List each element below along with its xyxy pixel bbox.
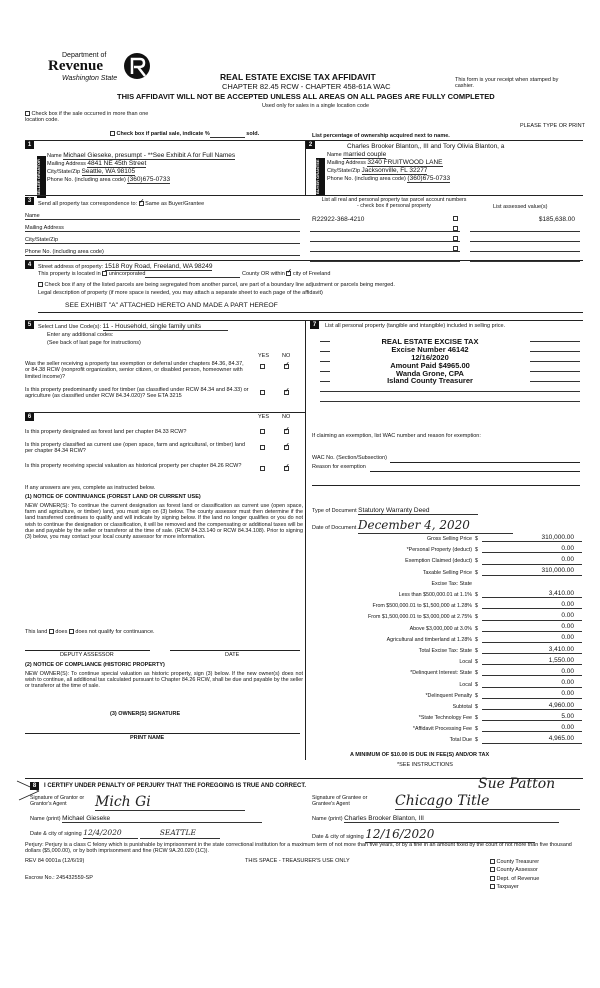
seller-phone-field[interactable]: (360)675-0733 — [127, 176, 171, 183]
calc-label: From $1,500,000.01 to $3,000,000 at 2.75% — [368, 614, 472, 621]
seller-phone-label: Phone No. (including area code) — [47, 177, 126, 183]
reason-label: Reason for exemption — [312, 464, 366, 470]
grantor-date-field[interactable]: 12/4/2020 — [83, 829, 138, 839]
parcel-personal-checkboxes[interactable] — [453, 216, 458, 256]
doc-date-label: Date of Document — [312, 525, 357, 531]
does-not-label: does not qualify for continuance. — [75, 629, 155, 635]
calc-row — [312, 654, 582, 665]
sec6-q1-no[interactable] — [284, 429, 289, 435]
copy-distribution — [490, 858, 539, 891]
ownership-note: List percentage of ownership acquired next to name. — [312, 133, 450, 139]
section-7-number: 7 — [310, 321, 319, 329]
claiming-label: If claiming an exemption, list WAC number and reason for exemption: — [312, 433, 481, 439]
calc-value[interactable]: 0.00 — [482, 612, 582, 620]
doc-type-label: Type of Document — [312, 508, 357, 514]
grantee-name-field[interactable]: Charles Brooker Blanton, III — [344, 815, 559, 823]
grantee-date-label: Date & city of signing — [312, 834, 364, 840]
section-5-number: 5 — [25, 321, 34, 329]
buyer-mail-row — [327, 159, 582, 167]
grantor-name-field[interactable]: Michael Gieseke — [62, 815, 262, 823]
calc-value[interactable]: 0.00 — [482, 724, 582, 732]
see-back-label: (See back of last page for instructions) — [47, 340, 141, 346]
street-field[interactable]: 1518 Roy Road, Freeland, WA 98249 — [104, 263, 213, 270]
grantee-date-field[interactable]: 12/16/2020 — [365, 828, 535, 843]
calc-label: Exemption Claimed (deduct) — [405, 558, 472, 565]
if-yes-note: If any answers are yes, complete as instructed below. — [25, 485, 156, 491]
seller-city-row — [47, 168, 302, 176]
calc-label: *Delinquent Penalty — [425, 692, 472, 699]
calc-row — [312, 542, 582, 553]
stamp-line-3: 12/16/2020 — [411, 352, 449, 362]
yes-header-5: YES — [258, 353, 270, 359]
buyer-phone-row — [327, 175, 582, 183]
correspondence-row — [38, 201, 204, 207]
see-instructions-note: *SEE INSTRUCTIONS — [397, 762, 453, 768]
buyer-name-row — [327, 151, 582, 159]
seller-block — [47, 152, 302, 184]
notice2-text: NEW OWNER(S): To continue special valuation as historic property, sign (3) below. If the new owner(s) does not wish to continue, all additional tax calculated pursuant to Chapter 84.26 RCW, shall be due and payable by the seller or transferor at the time of sale. — [25, 671, 303, 690]
calc-value[interactable]: 0.00 — [482, 556, 582, 564]
certify-statement: I CERTIFY UNDER PENALTY OF PERJURY THAT THE FOREGOING IS TRUE AND CORRECT. — [44, 783, 307, 789]
calc-row — [312, 699, 582, 710]
revenue-label: Revenue — [48, 58, 103, 74]
city-label: city of Freeland — [292, 271, 331, 277]
owner-signature-label: (3) OWNER(S) SIGNATURE — [110, 711, 181, 717]
calc-row — [312, 598, 582, 609]
calc-currency: $ — [475, 659, 478, 666]
county-label: County OR within — [241, 271, 285, 277]
single-location-note: Used only for sales in a single location code — [262, 103, 370, 109]
calc-row — [312, 565, 582, 576]
calc-currency: $ — [475, 692, 478, 699]
sec5-q2-no[interactable] — [284, 390, 289, 396]
calc-label: From $500,000.01 to $1,500,000 at 1.28% — [372, 603, 472, 610]
calc-label: Agricultural and timberland at 1.28% — [386, 636, 472, 643]
located-label: This property is located in — [38, 271, 101, 277]
section-4-number: 4 — [25, 261, 34, 269]
calc-row — [312, 721, 582, 732]
legal-label: Legal description of property (if more space is needed, you may attach a separate sheet to each page of the affidavit) — [38, 290, 323, 296]
calc-row — [312, 621, 582, 632]
assessed-value[interactable]: $185,638.00 — [538, 216, 575, 223]
partial-sale-checkbox[interactable] — [110, 131, 259, 138]
grantor-date-label: Date & city of signing — [30, 831, 82, 837]
calc-currency: $ — [475, 614, 478, 621]
calc-currency: $ — [475, 715, 478, 722]
seller-city-label: City/State/Zip — [47, 169, 81, 175]
grantee-agent-signature[interactable]: Sue Patton — [478, 776, 556, 792]
parcel-number[interactable]: R22922-368-4210 — [312, 216, 365, 223]
minimum-note: A MINIMUM OF $10.00 IS DUE IN FEE(S) AND/OR TAX — [350, 752, 490, 758]
calc-currency: $ — [475, 536, 478, 543]
seller-phone-row — [47, 176, 302, 184]
dor-logo — [40, 50, 150, 90]
buyer-name-label: Name — [327, 152, 342, 158]
no-header-6: NO — [282, 414, 291, 420]
calc-currency: $ — [475, 547, 478, 554]
seller-name-label: Name — [47, 153, 62, 159]
sec6-q3: Is this property receiving special valuation as historical property per chapter 84.26 RCW? — [25, 463, 242, 469]
section-8-number: 8 — [30, 782, 39, 790]
calc-currency: $ — [475, 726, 478, 733]
calc-value[interactable]: 0.00 — [482, 634, 582, 642]
calc-row — [312, 632, 582, 643]
escrow-number: Escrow No.: 245432559-SP — [25, 875, 93, 881]
calc-value[interactable]: 0.00 — [482, 601, 582, 609]
calc-value[interactable]: 0.00 — [482, 623, 582, 631]
land-use-label: Select Land Use Code(s): — [38, 324, 101, 330]
calc-value[interactable]: 5.00 — [482, 713, 582, 721]
buyer-city-row — [327, 167, 582, 175]
segregated-row — [38, 282, 395, 288]
grantee-signature-field[interactable]: Chicago Title — [395, 793, 580, 810]
sec5-q1-no[interactable] — [284, 364, 289, 370]
stamp-line-6: Island County Treasurer — [387, 376, 473, 386]
sec6-q1-yes[interactable] — [260, 429, 265, 435]
seller-side-label: SELLER GRANTOR — [37, 156, 46, 198]
grantor-city-field[interactable]: SEATTLE — [140, 829, 220, 839]
yes-header-6: YES — [258, 414, 270, 420]
correspondence-label: Send all property tax correspondence to: — [38, 201, 138, 207]
calc-currency: $ — [475, 636, 478, 643]
county-assessor-label: County Assessor — [496, 867, 538, 874]
buyer-city-label: City/State/Zip — [327, 168, 361, 174]
calc-row — [312, 643, 582, 654]
logo-swoosh-icon — [122, 50, 152, 82]
grantee-date-row — [312, 828, 535, 843]
state-label: Washington State — [62, 75, 118, 82]
calc-row — [312, 732, 582, 743]
dept-label: Department of — [62, 52, 107, 59]
treasurer-stamp — [330, 338, 530, 385]
seller-name-field[interactable]: Michael Gieseke, presumpt - **See Exhibit A for Full Names — [63, 152, 236, 159]
street-label: Street address of property: — [38, 264, 104, 270]
buyer-phone-label: Phone No. (including area code) — [327, 176, 406, 182]
calc-label: Local — [459, 659, 472, 666]
unincorporated-checkbox[interactable] — [102, 271, 107, 276]
calc-currency: $ — [475, 737, 478, 744]
street-row — [38, 263, 212, 270]
calc-row — [312, 710, 582, 721]
notice1-title: (1) NOTICE OF CONTINUANCE (FOREST LAND OR CURRENT USE) — [25, 494, 201, 500]
calc-value[interactable]: 3,410.00 — [482, 646, 582, 654]
form-title: REAL ESTATE EXCISE TAX AFFIDAVIT — [220, 72, 376, 82]
same-as-buyer-label: Same as Buyer/Grantee — [145, 201, 205, 207]
buyer-name-field[interactable]: married couple — [343, 151, 387, 158]
calc-label: Gross Selling Price — [426, 536, 472, 543]
buyer-side-label: BUYER GRANTEE — [316, 158, 325, 196]
calc-label: Taxable Selling Price — [422, 569, 472, 576]
calc-label: Local — [459, 681, 472, 688]
calc-label: Total Excise Tax: State — [418, 647, 472, 654]
calc-currency: $ — [475, 681, 478, 688]
doc-type-field[interactable]: Statutory Warranty Deed — [358, 507, 478, 515]
calc-row — [312, 665, 582, 676]
calc-value[interactable]: 0.00 — [482, 679, 582, 687]
county-treasurer-checkbox[interactable] — [490, 859, 495, 864]
calc-currency: $ — [475, 592, 478, 599]
calc-value[interactable]: 310,000.00 — [482, 534, 582, 542]
stamp-line-1: REAL ESTATE EXCISE TAX — [381, 337, 479, 346]
does-not-checkbox[interactable] — [69, 629, 74, 634]
calc-value[interactable]: 1,550.00 — [482, 657, 582, 665]
sec6-q1: Is this property designated as forest land per chapter 84.33 RCW? — [25, 429, 187, 435]
city-checkbox[interactable] — [286, 271, 291, 276]
land-label: This land — [25, 629, 48, 635]
parcel-header: List all real and personal property tax parcel account numbers - check box if personal property — [321, 197, 467, 210]
sec6-q2-yes[interactable] — [260, 445, 265, 451]
county-treasurer-label: County Treasurer — [496, 859, 540, 865]
county-assessor-checkbox[interactable] — [490, 867, 495, 872]
sec5-q1: Was the seller receiving a property tax exemption or deferral under chapters 84.36, 84.37, or 84.38 RCW (nonprofit organization, senior citizen, or disabled person, homeowner with limited income)? — [25, 361, 244, 380]
section-1-number: 1 — [25, 141, 34, 149]
seller-mail-field[interactable]: 4841 NE 45th Street — [87, 160, 147, 167]
calc-label: Excise Tax: State — [431, 580, 472, 587]
calc-currency: $ — [475, 647, 478, 654]
calc-value[interactable]: 4,965.00 — [482, 735, 582, 743]
corr-city-field[interactable]: City/State/Zip — [25, 237, 300, 244]
stamp-line-4: Amount Paid $4965.00 — [390, 360, 470, 370]
same-as-buyer-checkbox[interactable] — [139, 201, 144, 206]
form-chapter: CHAPTER 82.45 RCW - CHAPTER 458-61A WAC — [222, 82, 391, 91]
calc-row — [312, 676, 582, 687]
doc-date-field[interactable]: December 4, 2020 — [358, 519, 513, 534]
grantee-signature-label: Signature of Grantee or Grantee's Agent — [312, 795, 368, 808]
calc-label: Less than $500,000.01 at 1.1% — [398, 592, 472, 599]
sec6-q2-no[interactable] — [284, 445, 289, 451]
multi-location-checkbox[interactable] — [25, 111, 165, 124]
dept-revenue-checkbox[interactable] — [490, 876, 495, 881]
no-header-5: NO — [282, 353, 291, 359]
partial-sale-label: Check box if partial sale, indicate % — [116, 131, 210, 137]
seller-mail-label: Mailing Address — [47, 161, 86, 167]
grantor-signature-label: Signature of Grantor or Grantor's Agent — [30, 795, 85, 808]
buyer-phone-field[interactable]: (360)675-0733 — [407, 175, 451, 182]
segregated-label: Check box if any of the listed parcels are being segregated from another parcel, are part of a boundary line adjustment or parcels being merged. — [44, 282, 395, 288]
buyer-block — [327, 143, 582, 183]
print-name-label: PRINT NAME — [130, 735, 165, 741]
corr-mail-field[interactable]: Mailing Address — [25, 225, 300, 232]
calc-label: Subtotal — [452, 703, 472, 710]
calc-row — [312, 688, 582, 699]
seller-name-row — [47, 152, 302, 160]
calc-value[interactable]: 0.00 — [482, 668, 582, 676]
buyer-city-field[interactable]: Jacksonville, FL 32277 — [361, 167, 428, 174]
print-note: PLEASE TYPE OR PRINT — [520, 123, 586, 129]
legal-exhibit[interactable]: SEE EXHIBIT "A" ATTACHED HERETO AND MADE A PART HEREOF — [65, 302, 278, 309]
calc-value[interactable]: 310,000.00 — [482, 567, 582, 575]
grantor-name-label: Name (print) — [30, 816, 61, 822]
parcel-lines — [310, 222, 460, 262]
dept-revenue-label: Dept. of Revenue — [496, 875, 540, 882]
stamp-line-5: Wanda Grone, CPA — [396, 368, 464, 378]
calc-label: Total Due — [449, 737, 472, 744]
grantor-signature-field[interactable]: Mich Gi — [95, 794, 245, 811]
calc-label: *Delinquent Interest: State — [410, 670, 472, 677]
calc-row — [312, 553, 582, 564]
grantor-name-row — [30, 815, 262, 823]
does-label: does — [55, 629, 68, 635]
calc-row — [312, 609, 582, 620]
additional-codes-label: Enter any additional codes: — [47, 332, 114, 338]
assessed-lines — [470, 222, 580, 262]
does-checkbox[interactable] — [49, 629, 54, 634]
form-notice: THIS AFFIDAVIT WILL NOT BE ACCEPTED UNLESS ALL AREAS ON ALL PAGES ARE FULLY COMPLETED — [117, 92, 495, 101]
stamp-line-2: Excise Number 46142 — [391, 344, 469, 354]
calc-currency: $ — [475, 703, 478, 710]
land-use-select[interactable]: 11 - Household, single family units — [103, 323, 228, 331]
calc-value[interactable]: 3,410.00 — [482, 590, 582, 598]
deputy-assessor-label: DEPUTY ASSESSOR — [60, 652, 114, 658]
multi-location-label: Check box if the sale occurred in more than one location code. — [25, 111, 149, 124]
calc-value[interactable]: 0.00 — [482, 545, 582, 553]
form-revision: REV 84 0001a (12/6/19) — [25, 858, 85, 864]
taxpayer-label: Taxpayer — [496, 883, 519, 890]
grantee-name-row — [312, 815, 559, 823]
sec5-q2: Is this property predominantly used for timber (as classified under RCW 84.34 and 84.33) or agriculture (as classified under RCW 84.34.020)? See ETA 3215 — [25, 387, 249, 400]
section-3-number: 3 — [25, 197, 34, 205]
calc-label: *State Technology Fee — [418, 715, 472, 722]
seller-mail-row — [47, 160, 302, 168]
corr-phone-field[interactable]: Phone No. (including area code) — [25, 249, 300, 256]
calc-currency: $ — [475, 625, 478, 632]
sec5-q2-yes[interactable] — [260, 390, 265, 396]
sold-label: sold. — [246, 131, 260, 137]
qualify-row — [25, 629, 155, 635]
calc-currency: $ — [475, 569, 478, 576]
seller-city-field[interactable]: Seattle, WA 98105 — [81, 168, 136, 175]
date-label: DATE — [225, 652, 240, 658]
calc-row — [312, 531, 582, 542]
land-use-row — [38, 323, 228, 331]
calc-value[interactable]: 4,960.00 — [482, 702, 582, 710]
calc-value[interactable]: 0.00 — [482, 690, 582, 698]
doc-type-row — [312, 507, 478, 515]
sec5-q1-yes[interactable] — [260, 364, 265, 370]
grantor-date-row — [30, 829, 220, 839]
wac-label: WAC No. (Section/Subsection) — [312, 455, 387, 461]
sec6-q3-no[interactable] — [284, 466, 289, 472]
unincorporated-label: unincorporated — [108, 271, 146, 277]
calc-label: *Personal Property (deduct) — [406, 547, 472, 554]
segregated-checkbox[interactable] — [38, 282, 43, 287]
buyer-name-line1[interactable]: Charles Brooker Blanton,, III and Tory Olivia Blanton, a — [347, 143, 505, 150]
assessed-header: List assessed value(s) — [493, 204, 548, 210]
perjury-statement: Perjury: Perjury is a class C felony which is punishable by imprisonment in the state correctional institution for a maximum term of not more than five years, or by a fine in an amount fixed by the court of not more than five thousand dollars ($5,000.00), or by both imprisonment and fine (RCW 9A.20.020 (1C)). — [25, 842, 572, 855]
tax-calculation-table — [312, 531, 582, 744]
section-2-number: 2 — [306, 141, 315, 149]
location-row — [38, 271, 330, 278]
calc-label: *Affidavit Processing Fee — [412, 726, 472, 733]
calc-row — [312, 576, 582, 587]
calc-label: Above $3,000,000 at 3.0% — [409, 625, 472, 632]
treasurer-use-label: THIS SPACE - TREASURER'S USE ONLY — [245, 858, 350, 864]
sec6-q2: Is this property classified as current use (open space, farm and agricultural, or timber) land per chapter 84.34 RCW? — [25, 442, 246, 455]
section-6-number: 6 — [25, 413, 34, 421]
receipt-note: This form is your receipt when stamped by cashier. — [455, 77, 559, 90]
taxpayer-checkbox[interactable] — [490, 884, 495, 889]
corr-name-field[interactable]: Name — [25, 213, 300, 220]
notice2-title: (2) NOTICE OF COMPLIANCE (HISTORIC PROPERTY) — [25, 662, 165, 668]
sec6-q3-yes[interactable] — [260, 466, 265, 472]
buyer-mail-label: Mailing Address — [327, 160, 366, 166]
calc-currency: $ — [475, 558, 478, 565]
calc-currency: $ — [475, 670, 478, 677]
buyer-mail-field[interactable]: 3240 FRUITWOOD LANE — [367, 159, 443, 166]
personal-property-label: List all personal property (tangible and intangible) included in selling price. — [325, 323, 506, 329]
notice1-text: NEW OWNER(S): To continue the current designation as forest land or classification as current use (open space, farm and agriculture, or timber) land, you must sign on (3) below. The county assessor must then determine if the land transferred continues to qualify and will indicate by signing below. If the land no longer qualifies or you do not wish to continue the designation or classification, it will be removed and the compensating or additional taxes will be due and payable by the seller or transferor at the time of sale. (RCW 84.33.140 or RCW 84.34.108). Prior to signing (3) below, you may contact your local county assessor for more information. — [25, 503, 303, 541]
calc-currency: $ — [475, 603, 478, 610]
grantee-name-label: Name (print) — [312, 816, 343, 822]
calc-row — [312, 587, 582, 598]
